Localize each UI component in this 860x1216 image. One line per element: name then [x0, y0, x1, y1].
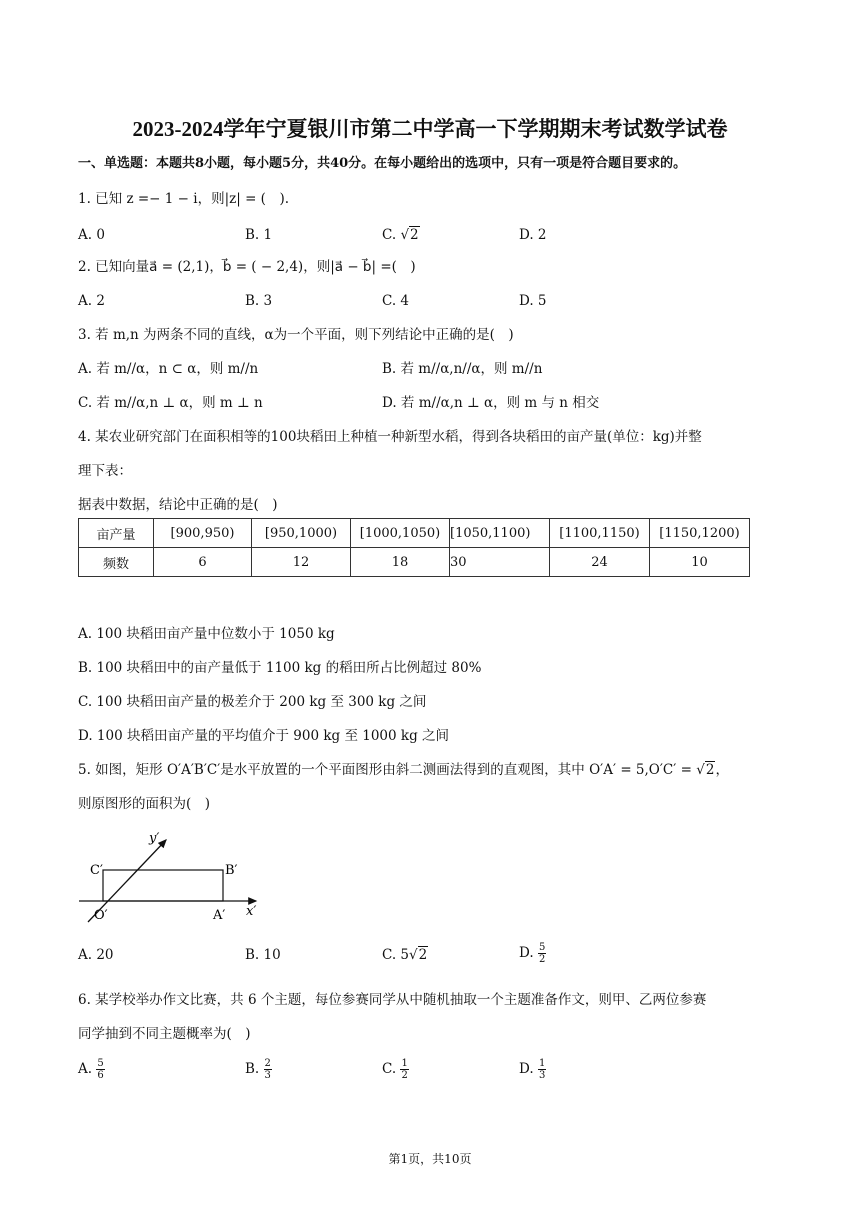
question-6-stem-line1: 6. 某学校举办作文比赛，共 6 个主题，每位参赛同学从中随机抽取一个主题准备作文，则甲、乙两位参赛: [78, 992, 707, 1008]
question-1-stem: 1. 已知 z =− 1 − i，则|z| = ( ).: [78, 191, 290, 207]
numerator: 2: [264, 1058, 271, 1069]
q1-option-c-radicand: 2: [410, 227, 419, 243]
rectangle-shape: [103, 870, 223, 901]
q2-option-d: D. 5: [519, 293, 547, 309]
question-5-stem-line2: 则原图形的面积为( ): [78, 796, 211, 812]
fraction: [400, 1058, 408, 1081]
table-cell: 24: [550, 548, 650, 577]
q6-option-d: [519, 1058, 546, 1081]
table-cell: 18: [351, 548, 450, 577]
label-y-axis: y′: [149, 831, 160, 846]
label-x-axis: x′: [246, 904, 257, 919]
question-2-stem: 2. 已知向量a⃗ = (2,1)，b⃗ = ( − 2,4)，则|a⃗ − b⃗| =( ): [78, 259, 416, 275]
section-heading: 一、单选题：本题共8小题，每小题5分，共40分。在每小题给出的选项中，只有一项是符合题目要求的。: [78, 156, 687, 171]
q5-option-a: A. 20: [78, 947, 114, 963]
q1-option-c: [382, 226, 420, 244]
fraction: [538, 1058, 546, 1081]
q1-option-a: A. 0: [78, 227, 105, 243]
oblique-projection-figure: [76, 828, 266, 924]
table-cell: 频数: [79, 548, 154, 577]
q5-option-c-radicand: 2: [418, 947, 428, 963]
denominator: 3: [538, 1070, 546, 1081]
q6-option-b: [245, 1058, 272, 1081]
question-4-stem-line3: 据表中数据，结论中正确的是( ): [78, 497, 278, 513]
table-cell: [900,950): [154, 519, 252, 548]
q1-option-c-prefix: C.: [382, 227, 397, 243]
label-a: A′: [213, 908, 226, 923]
q5-stem-end: ，: [715, 762, 729, 778]
label-c: C′: [90, 863, 103, 878]
numerator: 1: [538, 1058, 546, 1069]
q5-option-b: B. 10: [245, 947, 281, 963]
denominator: 2: [401, 1070, 408, 1081]
table-cell: [1000,1050): [351, 519, 450, 548]
q3-option-a: A. 若 m//α，n ⊂ α，则 m//n: [78, 361, 259, 377]
numerator: 5: [538, 942, 546, 953]
q6-option-c: [382, 1058, 409, 1081]
q5-option-d: [519, 942, 546, 965]
q5-option-d-prefix: D.: [519, 945, 534, 961]
table-cell: 6: [154, 548, 252, 577]
sqrt-symbol: √2: [400, 227, 419, 243]
q4-option-d: D. 100 块稻田亩产量的平均值介于 900 kg 至 1000 kg 之间: [78, 728, 449, 744]
fraction: [96, 1058, 104, 1081]
numerator: 1: [401, 1058, 408, 1069]
numerator: 5: [97, 1058, 104, 1069]
q6-option-d-prefix: D.: [519, 1061, 534, 1077]
denominator: 3: [264, 1070, 271, 1081]
q4-option-c: C. 100 块稻田亩产量的极差介于 200 kg 至 300 kg 之间: [78, 694, 427, 710]
table-cell: 10: [650, 548, 750, 577]
yield-frequency-table: [78, 518, 750, 577]
fraction: [538, 942, 546, 965]
q5-radicand: 2: [705, 762, 715, 778]
table-header-row: [79, 519, 750, 548]
q5-stem-text: 5. 如图，矩形 O′A′B′C′是水平放置的一个平面图形由斜二测画法得到的直观图，其中 O′A′ = 5,O′C′ =: [78, 762, 692, 778]
q4-option-b: B. 100 块稻田中的亩产量低于 1100 kg 的稻田所占比例超过 80%: [78, 660, 482, 676]
q5-option-c-prefix: C. 5: [382, 947, 410, 963]
q6-option-a-prefix: A.: [78, 1061, 93, 1077]
table-row: [79, 548, 750, 577]
page-footer: 第1页，共10页: [388, 1152, 472, 1166]
page-title: 2023-2024学年宁夏银川市第二中学高一下学期期末考试数学试卷: [132, 117, 728, 141]
question-4-stem-line1: 4. 某农业研究部门在面积相等的100块稻田上种植一种新型水稻，得到各块稻田的亩产量(单位：kg)并整: [78, 429, 702, 445]
table-cell: 亩产量: [79, 519, 154, 548]
question-5-stem-line1: [78, 761, 729, 779]
q3-option-c: C. 若 m//α,n ⊥ α，则 m ⊥ n: [78, 395, 263, 411]
table-cell: [950,1000): [252, 519, 351, 548]
label-b: B′: [225, 863, 238, 878]
fraction: [264, 1058, 272, 1081]
sqrt-symbol: √2: [409, 947, 428, 963]
q3-option-d: D. 若 m//α,n ⊥ α，则 m 与 n 相交: [382, 395, 600, 411]
q2-option-c: C. 4: [382, 293, 410, 309]
table-cell: 12: [252, 548, 351, 577]
table-cell: [1150,1200): [650, 519, 750, 548]
q6-option-a: [78, 1058, 105, 1081]
denominator: 2: [538, 954, 546, 965]
label-o: O′: [94, 908, 108, 923]
q1-option-d: D. 2: [519, 227, 547, 243]
question-6-stem-line2: 同学抽到不同主题概率为( ): [78, 1026, 251, 1042]
q5-option-c: [382, 946, 428, 964]
q2-option-a: A. 2: [78, 293, 105, 309]
q3-option-b: B. 若 m//α,n//α，则 m//n: [382, 361, 543, 377]
sqrt-symbol: √2: [696, 762, 715, 778]
q6-option-c-prefix: C.: [382, 1061, 397, 1077]
question-3-stem: 3. 若 m,n 为两条不同的直线，α为一个平面，则下列结论中正确的是( ): [78, 327, 514, 343]
table-cell: 30: [450, 548, 550, 577]
denominator: 6: [97, 1070, 104, 1081]
q2-option-b: B. 3: [245, 293, 273, 309]
question-4-stem-line2: 理下表：: [78, 463, 132, 479]
q6-option-b-prefix: B.: [245, 1061, 260, 1077]
q4-option-a: A. 100 块稻田亩产量中位数小于 1050 kg: [78, 626, 335, 642]
q1-option-b: B. 1: [245, 227, 273, 243]
table-cell: [1100,1150): [550, 519, 650, 548]
table-cell: [1050,1100): [450, 519, 550, 548]
